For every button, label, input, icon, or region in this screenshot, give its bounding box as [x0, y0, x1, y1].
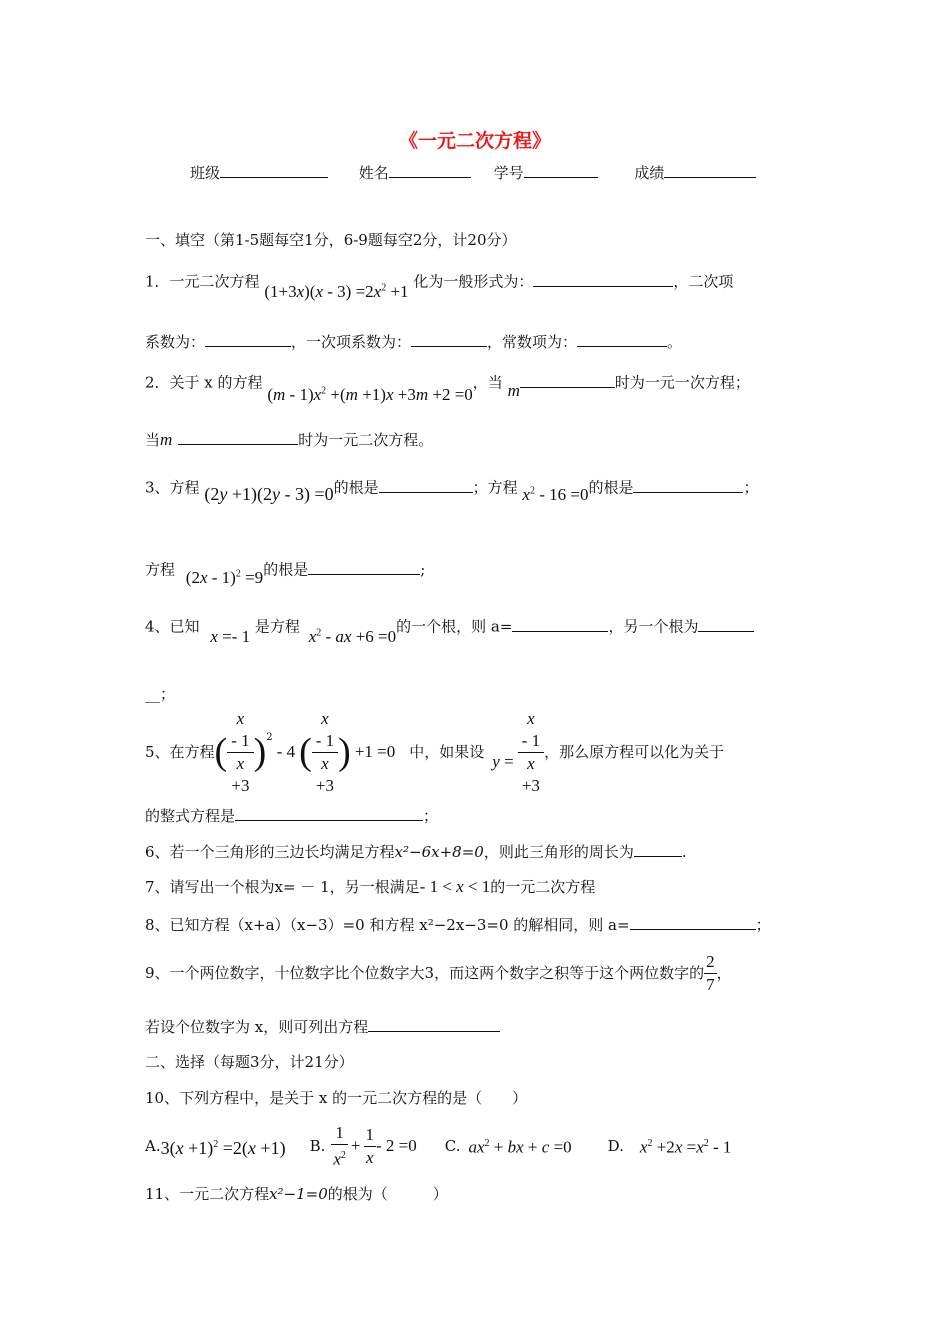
header-fields	[190, 163, 756, 183]
q8-blank[interactable]	[630, 915, 756, 930]
q4-equation: $x^2$ - ax +6 =0	[308, 626, 397, 646]
q1-equation: $(1+3x)(x - 3) =2x^2 +1$	[264, 281, 409, 301]
q1-blank-quad-coef[interactable]	[205, 332, 291, 347]
section-2-heading: 二、选择（每题3分，计21分）	[145, 1053, 354, 1071]
q3-blank-2[interactable]	[633, 478, 743, 493]
option-c[interactable]: C. $ax^2$ + bx + c =0	[444, 1137, 572, 1157]
q4-root: x =- 1	[210, 626, 251, 646]
q3-equation-1: (2y +1)(2y - 3) =0	[204, 483, 334, 504]
question-4: 4、已知 x =- 1 是方程 $x^2$ - ax +6 =0的一个根，则 a= ，另一个根为	[145, 613, 754, 637]
q5-blank[interactable]	[235, 806, 423, 821]
class-blank[interactable]	[220, 163, 328, 178]
question-3: 3、方程 (2y +1)(2y - 3) =0的根是 ；方程 $x^2 - 16 =0$的根是 ；	[145, 478, 759, 504]
question-11: 11、一元二次方程x²−1=0的根为（ ）	[145, 1185, 448, 1203]
question-10-options	[145, 1124, 731, 1168]
q3-blank-1[interactable]	[379, 478, 473, 493]
id-label: 学号	[493, 164, 524, 182]
question-1: 1．一元二次方程 $(1+3x)(x - 3) =2x^2 +1$ 化为一般形式为： ，二次项	[145, 272, 734, 301]
question-2: 2．关于 x 的方程 $(m - 1)x^2 +(m +1)x +3m +2 =0$，当 m 时为一元一次方程；	[145, 373, 750, 404]
page-title: 《一元二次方程》	[398, 130, 551, 152]
q1-blank-linear-coef[interactable]	[411, 332, 487, 347]
q5-fraction-2: x - 1 x +3	[312, 708, 338, 797]
q3-equation-2: $x^2 - 16 =0$	[522, 484, 589, 504]
id-blank[interactable]	[524, 163, 598, 178]
q1-blank-constant[interactable]	[577, 332, 667, 347]
class-label: 班级	[190, 164, 221, 182]
q3-blank-3[interactable]	[308, 560, 420, 575]
question-8: 8、已知方程（x+a）（x−3）=0 和方程 x²−2x−3=0 的解相同，则 a= ；	[145, 916, 771, 934]
option-b[interactable]: B. $\frac{1}{x^2}$ + $\frac{1}{x}$ - 2 =0	[309, 1122, 417, 1169]
q4-blank-a[interactable]	[512, 617, 608, 632]
question-2-line2: 当m 时为一元二次方程。	[145, 430, 434, 449]
q5-fraction-1: x - 1 x +3	[227, 708, 253, 797]
option-d[interactable]: D. $x^2 +2x =x^2 - 1$	[607, 1137, 732, 1157]
q5-substitution: x - 1 x +3	[518, 708, 544, 797]
question-5-line2: 的整式方程是 ；	[145, 807, 439, 825]
question-4-line2: __；	[145, 685, 176, 703]
name-label: 姓名	[358, 164, 389, 182]
q9-fraction: $\frac{2}{7}$	[706, 951, 715, 994]
question-1-line2: 系数为： ，一次项系数为： ，常数项为： 。	[145, 333, 683, 351]
name-blank[interactable]	[389, 163, 471, 178]
q6-blank[interactable]	[634, 842, 682, 857]
question-7: 7、请写出一个根为x= － 1，另一根满足- 1 < x < 1的一元二次方程	[145, 877, 596, 896]
question-9: 9、一个两位数字，十位数字比个位数字大3，而这两个数字之积等于这个两位数字的 $\frac{2}{7}$ ，	[145, 951, 732, 994]
q2-equation: $(m - 1)x^2 +(m +1)x +3m +2 =0$	[267, 384, 473, 404]
question-10: 10、下列方程中，是关于 x 的一元二次方程的是（ ）	[145, 1089, 528, 1107]
option-a[interactable]: A. $3(x +1)^2 =2(x +1)$	[145, 1137, 286, 1158]
q9-blank[interactable]	[368, 1017, 500, 1032]
q2-blank-quadratic[interactable]	[178, 430, 298, 445]
question-5: 5、在方程 ( x - 1 x +3 ) $^2$ - 4 ( x - 1 x +3 ) +1 =0 中，如果设 y = x - 1 x +3 ，那么原方程可以化为关于	[145, 708, 725, 795]
question-3-line2: 方程 (2x - 1)$^2$ =9的根是 ;	[145, 560, 426, 587]
q4-blank-other-root[interactable]	[698, 617, 754, 632]
score-label: 成绩	[634, 164, 665, 182]
section-1-heading: 一、填空（第1-5题每空1分，6-9题每空2分，计20分）	[145, 231, 517, 249]
score-blank[interactable]	[664, 163, 756, 178]
q3-equation-3: (2x - 1)$^2$ =9	[185, 567, 264, 587]
q2-blank-linear[interactable]	[520, 373, 615, 388]
question-6: 6、若一个三角形的三边长均满足方程x²−6x+8=0，则此三角形的周长为 .	[145, 843, 687, 861]
q1-blank-general[interactable]	[533, 272, 673, 287]
q7-inequality: - 1 < x < 1	[419, 877, 491, 896]
question-9-line2: 若设个位数字为 x，则可列出方程	[145, 1017, 500, 1037]
